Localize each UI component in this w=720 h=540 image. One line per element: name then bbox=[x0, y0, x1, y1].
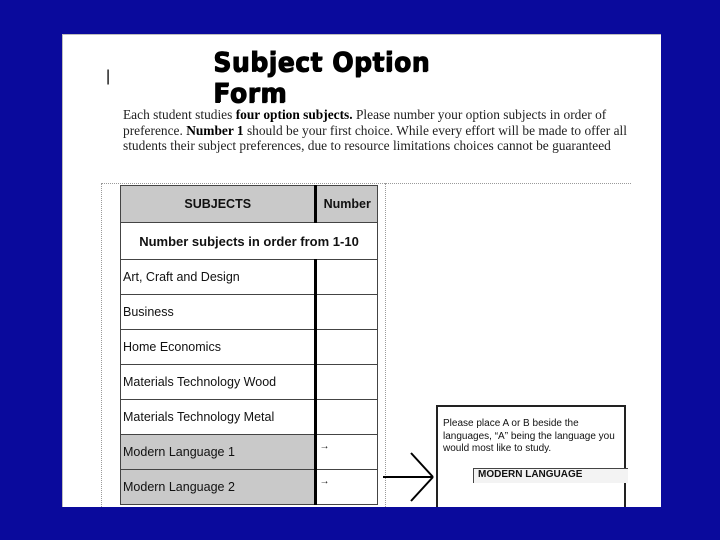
table-row bbox=[121, 435, 378, 470]
subject-table bbox=[120, 185, 378, 505]
intro-text-3: should be your first choice. While every effort will be made to offer all students their subject preferences, due to resource limitations choices cannot be guaranteed bbox=[123, 122, 627, 153]
intro-text-1: Each student studies bbox=[123, 107, 236, 122]
text-cursor-icon: | bbox=[106, 68, 111, 85]
number-input-cell[interactable] bbox=[316, 365, 378, 400]
subject-cell: Materials Technology Wood bbox=[121, 365, 316, 400]
arrow-right-icon: → bbox=[319, 476, 330, 487]
subject-cell: Business bbox=[121, 295, 316, 330]
table-row bbox=[121, 470, 378, 505]
table-row bbox=[121, 400, 378, 435]
subject-cell: Materials Technology Metal bbox=[121, 400, 316, 435]
header-subjects: SUBJECTS bbox=[121, 186, 316, 223]
intro-paragraph bbox=[123, 107, 633, 154]
language-instruction: Please place A or B beside the languages, “A” being the language you would most like to study. bbox=[443, 418, 615, 454]
table-row bbox=[121, 260, 378, 295]
document-page bbox=[62, 34, 661, 507]
text-boundary-top bbox=[101, 183, 631, 184]
number-input-cell[interactable] bbox=[316, 295, 378, 330]
table-row bbox=[121, 365, 378, 400]
subject-cell: Art, Craft and Design bbox=[121, 260, 316, 295]
arrow-right-icon bbox=[381, 447, 441, 507]
language-preference-box bbox=[436, 405, 626, 507]
header-number: Number bbox=[316, 186, 378, 223]
intro-text-2: Please number your option subjects in order of preference. bbox=[123, 107, 607, 138]
subject-cell: Modern Language 2 bbox=[121, 470, 316, 505]
subject-cell: Home Economics bbox=[121, 330, 316, 365]
table-instruction: Number subjects in order from 1-10 bbox=[121, 223, 378, 260]
subject-cell: Modern Language 1 bbox=[121, 435, 316, 470]
number-input-cell[interactable] bbox=[316, 330, 378, 365]
number-input-cell[interactable] bbox=[316, 435, 378, 470]
intro-bold-1: four option subjects. bbox=[235, 107, 353, 122]
intro-bold-2: Number 1 bbox=[186, 122, 244, 138]
number-input-cell[interactable] bbox=[316, 260, 378, 295]
language-heading: MODERN LANGUAGE bbox=[473, 468, 628, 484]
instruction-row bbox=[121, 223, 378, 260]
table-header-row bbox=[121, 186, 378, 223]
form-title: Subject Option Form bbox=[213, 47, 430, 109]
number-input-cell[interactable] bbox=[316, 400, 378, 435]
text-boundary-left bbox=[101, 183, 102, 507]
table-row bbox=[121, 295, 378, 330]
number-input-cell[interactable] bbox=[316, 470, 378, 505]
table-row bbox=[121, 330, 378, 365]
arrow-right-icon: → bbox=[319, 441, 330, 452]
